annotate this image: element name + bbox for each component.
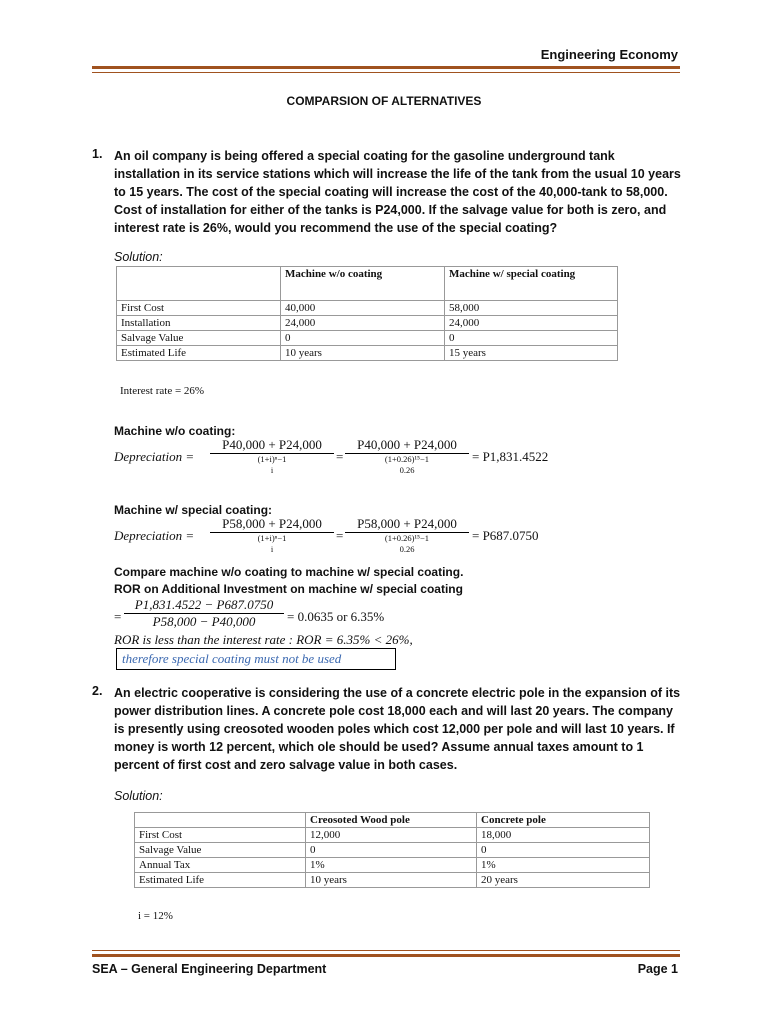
table-cell: 1% — [306, 858, 477, 873]
ror-denominator: P58,000 − P40,000 — [152, 614, 256, 629]
document-title: COMPARSION OF ALTERNATIVES — [286, 94, 482, 108]
table-row — [117, 316, 618, 331]
table-cell: 0 — [281, 331, 445, 346]
table-cell: 24,000 — [445, 316, 618, 331]
question-1-table — [116, 266, 618, 361]
table-header-cell: Machine w/o coating — [281, 267, 445, 301]
compare-line: Compare machine w/o coating to machine w/ special coating. — [114, 565, 464, 579]
fraction-denominator-top: (1+0.26)¹⁵−1 — [384, 454, 430, 464]
fraction-denominator-bottom: i — [270, 465, 274, 475]
header-title: Engineering Economy — [540, 47, 678, 62]
equals-sign: = — [114, 609, 122, 624]
table-cell: 58,000 — [445, 301, 618, 316]
machine-wo-coating-label: Machine w/o coating: — [114, 424, 236, 438]
formula-fraction-symbolic-2 — [210, 516, 334, 555]
table-cell: 18,000 — [477, 828, 650, 843]
table-row — [117, 331, 618, 346]
table-row — [135, 858, 650, 873]
table-cell: 10 years — [306, 873, 477, 888]
question-2-number: 2. — [92, 684, 103, 698]
question-1-solution-label: Solution: — [114, 250, 163, 264]
footer-page-number: Page 1 — [637, 962, 678, 976]
header-rule-thick — [92, 66, 680, 69]
table-cell: Estimated Life — [135, 873, 306, 888]
question-2-text: An electric cooperative is considering the use of a concrete electric pole in the expansion of its power distribution lines. A concrete pole cost 18,000 each and will last 20 years. The company is presently using creosoted wooden poles which cost 12,000 per pole and will last 10 years. If money is worth 12 percent, which ole should be used? Assume annual taxes amount to 1 percent of first cost and zero salvage value in both cases. — [114, 686, 681, 772]
depreciation-label-1: Depreciation = — [114, 449, 195, 464]
fraction-numerator: P58,000 + P24,000 — [345, 516, 469, 533]
table-header-cell: Machine w/ special coating — [445, 267, 618, 301]
depreciation-result-1: = P1,831.4522 — [472, 449, 549, 464]
table-cell: 15 years — [445, 346, 618, 361]
fraction-denominator-bottom: 0.26 — [399, 465, 415, 475]
table-header-cell — [135, 813, 306, 828]
table-row — [135, 828, 650, 843]
formula-fraction-numeric-2 — [345, 516, 469, 555]
machine-w-coating-label: Machine w/ special coating: — [114, 503, 273, 517]
table-row — [117, 346, 618, 361]
table-cell: 12,000 — [306, 828, 477, 843]
table-header-cell: Concrete pole — [477, 813, 650, 828]
table-header-cell — [117, 267, 281, 301]
table-cell: Annual Tax — [135, 858, 306, 873]
question-2-interest-note: i = 12% — [138, 910, 173, 922]
table-cell: Estimated Life — [117, 346, 281, 361]
footer-rule-thick — [92, 954, 680, 957]
fraction-denominator-top: (1+i)ⁿ−1 — [257, 533, 287, 543]
fraction-denominator-bottom: i — [270, 544, 274, 554]
fraction-denominator-bottom: 0.26 — [399, 544, 415, 554]
equals-sign: = — [336, 528, 344, 543]
conclusion-text: therefore special coating must not be used — [122, 651, 342, 666]
table-cell: 40,000 — [281, 301, 445, 316]
ror-numerator: P1,831.4522 − P687.0750 — [124, 597, 284, 614]
question-1-text: An oil company is being offered a special coating for the gasoline underground tank installation in its service stations which will increase the life of the tank from the usual 10 years to 15 years. The cost of the special coating will increase the cost of the 40,000-tank to 58,000. Cost of installation for either of the tanks is P24,000. If the salvage value for both is zero, and interest rate is 26%, would you recommend the use of the special coating? — [114, 149, 681, 235]
question-2-solution-label: Solution: — [114, 789, 163, 803]
table-row — [135, 843, 650, 858]
table-header-cell: Creosoted Wood pole — [306, 813, 477, 828]
fraction-denominator-top: (1+0.26)¹⁵−1 — [384, 533, 430, 543]
ror-compare: ROR is less than the interest rate : ROR = 6.35% < 26%, — [114, 632, 413, 647]
question-2-table — [134, 812, 650, 888]
table-cell: 0 — [477, 843, 650, 858]
table-header-row — [117, 267, 618, 301]
ror-fraction — [124, 597, 284, 630]
table-row — [135, 873, 650, 888]
conclusion-box — [116, 648, 396, 670]
table-cell: First Cost — [117, 301, 281, 316]
fraction-numerator: P40,000 + P24,000 — [345, 437, 469, 454]
table-row — [117, 301, 618, 316]
question-1-interest-note: Interest rate = 26% — [120, 385, 205, 397]
table-cell: First Cost — [135, 828, 306, 843]
table-cell: 0 — [445, 331, 618, 346]
table-cell: 1% — [477, 858, 650, 873]
table-cell: Salvage Value — [135, 843, 306, 858]
table-header-row — [135, 813, 650, 828]
depreciation-result-2: = P687.0750 — [472, 528, 539, 543]
ror-result: = 0.0635 or 6.35% — [287, 609, 385, 624]
table-cell: Salvage Value — [117, 331, 281, 346]
depreciation-label-2: Depreciation = — [114, 528, 195, 543]
header-rule-thin — [92, 72, 680, 73]
table-cell: 0 — [306, 843, 477, 858]
equals-sign: = — [336, 449, 344, 464]
table-cell: 10 years — [281, 346, 445, 361]
fraction-denominator-top: (1+i)ⁿ−1 — [257, 454, 287, 464]
table-cell: 20 years — [477, 873, 650, 888]
table-cell: Installation — [117, 316, 281, 331]
question-1-number: 1. — [92, 147, 103, 161]
footer-department: SEA – General Engineering Department — [92, 962, 327, 976]
formula-fraction-numeric-1 — [345, 437, 469, 476]
fraction-numerator: P58,000 + P24,000 — [210, 516, 334, 533]
footer-rule-thin — [92, 950, 680, 951]
formula-fraction-symbolic-1 — [210, 437, 334, 476]
fraction-numerator: P40,000 + P24,000 — [210, 437, 334, 454]
ror-line: ROR on Additional Investment on machine w/ special coating — [114, 582, 463, 596]
table-cell: 24,000 — [281, 316, 445, 331]
